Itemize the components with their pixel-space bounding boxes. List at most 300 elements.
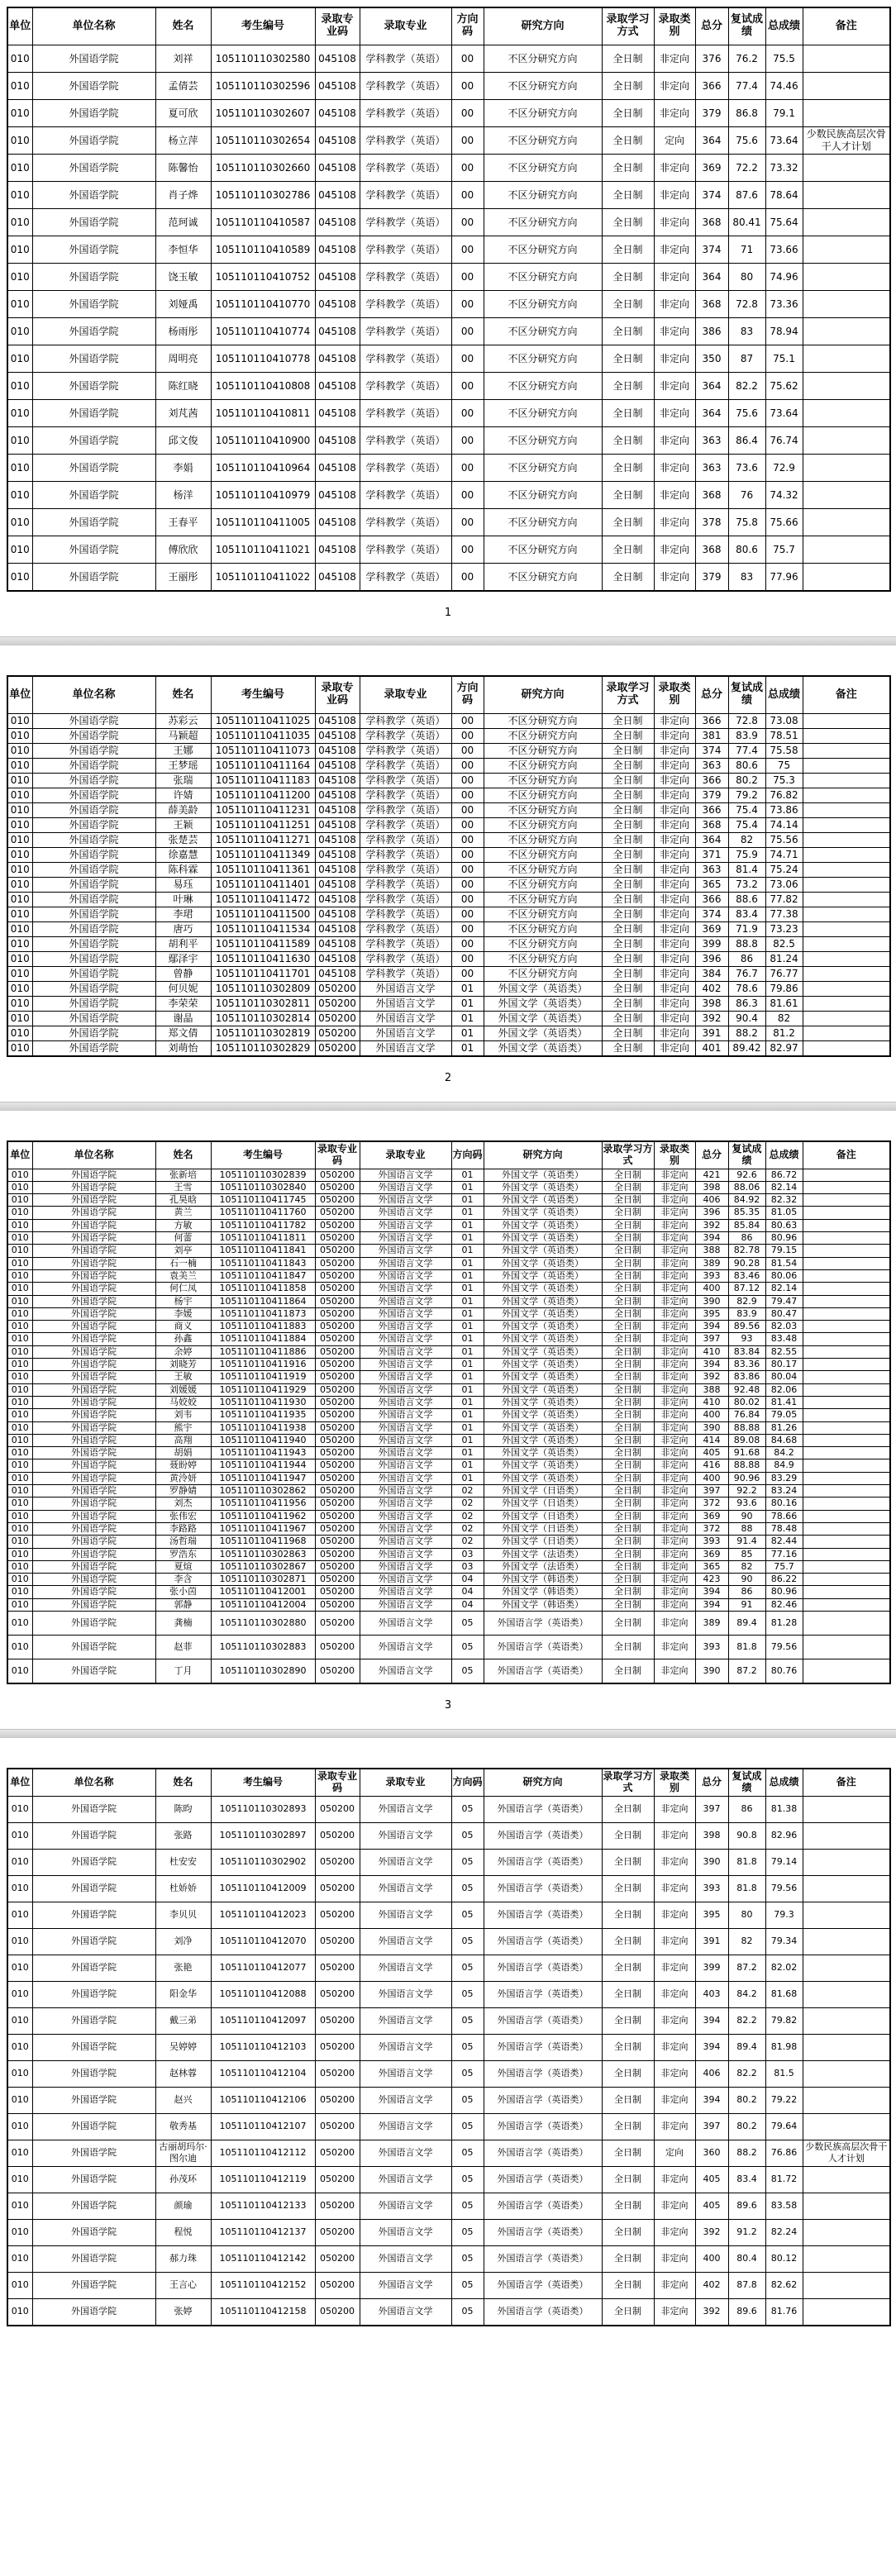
table-cell: 外国语学院 (32, 564, 155, 592)
table-cell: 外国语学院 (32, 1383, 155, 1396)
table-cell: 非定向 (654, 482, 695, 509)
column-header: 复试成绩 (728, 7, 765, 45)
table-cell: 87 (728, 345, 765, 373)
table-cell: 全日制 (602, 1485, 654, 1498)
table-cell: 105110110411930 (211, 1396, 315, 1408)
table-cell: 外国语学院 (32, 291, 155, 318)
table-cell: 010 (7, 1472, 32, 1484)
table-cell: 外国语学院 (32, 1371, 155, 1383)
table-cell: 00 (451, 744, 484, 759)
table-cell: 外国语学院 (32, 1257, 155, 1269)
table-cell: 75.62 (765, 373, 803, 400)
table-cell: 张路 (155, 1822, 211, 1849)
table-cell (803, 564, 890, 592)
table-cell: 010 (7, 1012, 32, 1026)
table-cell: 83 (728, 564, 765, 592)
table-cell: 010 (7, 182, 32, 209)
table-cell: 79.3 (765, 1902, 803, 1928)
table-cell: 010 (7, 2219, 32, 2245)
table-cell: 全日制 (602, 1822, 654, 1849)
table-cell: 学科教学（英语） (360, 264, 451, 291)
table-cell: 外国语学院 (32, 952, 155, 967)
table-cell: 外国语学院 (32, 1447, 155, 1459)
table-cell: 79.34 (765, 1928, 803, 1955)
column-header: 总成绩 (765, 7, 803, 45)
table-cell: 105110110411271 (211, 833, 315, 848)
table-cell: 105110110411967 (211, 1522, 315, 1535)
table-cell (803, 1257, 890, 1269)
table-cell: 010 (7, 1447, 32, 1459)
table-cell: 外国语学院 (32, 1345, 155, 1358)
table-cell: 胡利平 (155, 937, 211, 952)
table-cell: 050200 (315, 1796, 360, 1822)
table-cell (803, 1333, 890, 1345)
table-cell: 89.56 (728, 1321, 765, 1333)
table-cell: 叶琳 (155, 893, 211, 907)
table-cell: 050200 (315, 1041, 360, 1057)
table-cell: 非定向 (654, 833, 695, 848)
table-cell: 外国语学院 (32, 1485, 155, 1498)
table-cell: 全日制 (602, 2140, 654, 2166)
table-cell: 80.2 (728, 2113, 765, 2140)
table-cell: 045108 (315, 209, 360, 236)
table-cell: 050200 (315, 1928, 360, 1955)
table-cell (803, 1421, 890, 1434)
table-cell: 郑文倩 (155, 1026, 211, 1041)
table-cell: 397 (695, 1796, 728, 1822)
table-cell (803, 45, 890, 73)
table-cell: 050200 (315, 1333, 360, 1345)
table-cell: 非定向 (654, 1207, 695, 1219)
table-cell: 陈科霖 (155, 863, 211, 878)
table-row (7, 967, 890, 982)
table-cell: 414 (695, 1434, 728, 1446)
table-cell: 非定向 (654, 1169, 695, 1181)
table-cell: 01 (451, 1041, 484, 1057)
table-cell: 045108 (315, 922, 360, 937)
table-cell: 全日制 (602, 1586, 654, 1598)
table-cell: 81.76 (765, 2298, 803, 2326)
table-row (7, 1459, 890, 1472)
table-cell: 全日制 (602, 893, 654, 907)
table-cell: 全日制 (602, 1548, 654, 1560)
table-cell: 75.8 (728, 509, 765, 536)
table-cell: 外国语学院 (32, 893, 155, 907)
table-cell: 105110110411956 (211, 1498, 315, 1510)
table-cell: 非定向 (654, 1796, 695, 1822)
table-cell: 外国语言学（英语类） (484, 2087, 602, 2113)
table-cell: 010 (7, 893, 32, 907)
table-cell: 00 (451, 427, 484, 455)
table-cell: 非定向 (654, 937, 695, 952)
table-cell: 非定向 (654, 774, 695, 788)
table-cell: 非定向 (654, 1026, 695, 1041)
table-cell: 050200 (315, 1635, 360, 1659)
table-cell: 外国语言文学 (360, 2113, 451, 2140)
table-cell: 010 (7, 564, 32, 592)
table-cell: 00 (451, 536, 484, 564)
table-cell: 79.64 (765, 2113, 803, 2140)
table-cell: 非定向 (654, 1849, 695, 1875)
table-cell: 不区分研究方向 (484, 803, 602, 818)
table-cell: 01 (451, 1447, 484, 1459)
table-cell: 02 (451, 1522, 484, 1535)
table-row (7, 922, 890, 937)
table-cell: 105110110302809 (211, 982, 315, 997)
table-cell: 外国语言文学 (360, 1245, 451, 1257)
table-cell (803, 759, 890, 774)
table-cell: 外国语学院 (32, 127, 155, 155)
table-cell (803, 2113, 890, 2140)
table-cell: 82.14 (765, 1283, 803, 1295)
table-cell: 00 (451, 788, 484, 803)
table-cell: 105110110410770 (211, 291, 315, 318)
table-cell: 050200 (315, 1955, 360, 1981)
table-cell: 不区分研究方向 (484, 209, 602, 236)
table-cell: 非定向 (654, 1928, 695, 1955)
table-cell: 105110110412106 (211, 2087, 315, 2113)
table-cell: 87.6 (728, 182, 765, 209)
table-cell: 388 (695, 1245, 728, 1257)
column-header: 总成绩 (765, 676, 803, 714)
column-header: 复试成绩 (728, 1141, 765, 1169)
table-cell: 105110110302890 (211, 1659, 315, 1683)
table-cell: 010 (7, 1026, 32, 1041)
table-cell: 李媛 (155, 1307, 211, 1320)
table-cell: 79.82 (765, 2007, 803, 2034)
table-row (7, 2113, 890, 2140)
table-cell: 79.56 (765, 1875, 803, 1902)
table-cell: 外国文学（英语类） (484, 1307, 602, 1320)
table-cell: 78.6 (728, 982, 765, 997)
table-cell: 91.2 (728, 2219, 765, 2245)
column-header: 研究方向 (484, 676, 602, 714)
table-cell: 105110110412158 (211, 2298, 315, 2326)
table-cell: 不区分研究方向 (484, 967, 602, 982)
table-cell: 81.61 (765, 997, 803, 1012)
table-cell: 学科教学（英语） (360, 878, 451, 893)
table-cell: 外国语言学（英语类） (484, 2060, 602, 2087)
table-row (7, 982, 890, 997)
table-cell: 105110110302862 (211, 1485, 315, 1498)
column-header: 考生编号 (211, 676, 315, 714)
table-cell: 外国语言文学 (360, 1796, 451, 1822)
table-cell: 406 (695, 2060, 728, 2087)
table-cell: 外国语言文学 (360, 1321, 451, 1333)
table-cell: 92.6 (728, 1169, 765, 1181)
table-cell: 外国语言学（英语类） (484, 1902, 602, 1928)
table-cell: 75.9 (728, 848, 765, 863)
table-cell: 75.6 (728, 400, 765, 427)
table-cell: 外国语言文学 (360, 1012, 451, 1026)
table-cell: 曾静 (155, 967, 211, 982)
table-cell: 050200 (315, 1321, 360, 1333)
table-cell: 01 (451, 1012, 484, 1026)
table-cell: 非定向 (654, 100, 695, 127)
table-cell: 非定向 (654, 236, 695, 264)
table-cell: 不区分研究方向 (484, 100, 602, 127)
table-cell (803, 2007, 890, 2034)
table-cell: 外国文学（英语类） (484, 1434, 602, 1446)
table-cell: 010 (7, 2245, 32, 2272)
table-cell: 010 (7, 236, 32, 264)
table-cell: 李贝贝 (155, 1902, 211, 1928)
table-cell: 045108 (315, 45, 360, 73)
table-cell: 非定向 (654, 536, 695, 564)
table-cell: 学科教学（英语） (360, 182, 451, 209)
table-cell: 105110110411251 (211, 818, 315, 833)
table-cell: 外国语学院 (32, 2219, 155, 2245)
table-cell (803, 1194, 890, 1207)
table-row (7, 509, 890, 536)
table-cell: 050200 (315, 1371, 360, 1383)
table-cell: 外国语学院 (32, 1955, 155, 1981)
table-row (7, 1026, 890, 1041)
table-cell: 外国语言学（英语类） (484, 2298, 602, 2326)
table-cell: 非定向 (654, 1434, 695, 1446)
table-cell: 全日制 (602, 2272, 654, 2298)
table-cell: 外国语言文学 (360, 1459, 451, 1472)
table-cell: 外国语学院 (32, 2034, 155, 2060)
table-row (7, 1510, 890, 1522)
table-cell (803, 482, 890, 509)
table-cell: 00 (451, 759, 484, 774)
table-cell: 010 (7, 848, 32, 863)
table-cell: 外国语学院 (32, 2007, 155, 2034)
table-cell: 421 (695, 1169, 728, 1181)
column-header: 方向码 (451, 1769, 484, 1796)
table-cell: 外国语学院 (32, 373, 155, 400)
table-cell: 400 (695, 1472, 728, 1484)
table-cell: 84.2 (728, 1981, 765, 2007)
table-cell: 周明亮 (155, 345, 211, 373)
table-cell: 010 (7, 952, 32, 967)
table-cell: 105110110302819 (211, 1026, 315, 1041)
table-cell: 外国语学院 (32, 1981, 155, 2007)
table-cell: 非定向 (654, 1459, 695, 1472)
table-cell: 全日制 (602, 803, 654, 818)
table-cell: 全日制 (602, 345, 654, 373)
table-cell: 全日制 (602, 2060, 654, 2087)
table-cell: 学科教学（英语） (360, 788, 451, 803)
table-cell: 010 (7, 1345, 32, 1358)
table-cell: 全日制 (602, 509, 654, 536)
table-cell: 非定向 (654, 1321, 695, 1333)
table-cell: 010 (7, 264, 32, 291)
table-row (7, 2140, 890, 2166)
table-cell: 全日制 (602, 1928, 654, 1955)
table-cell: 010 (7, 997, 32, 1012)
table-cell: 81.05 (765, 1207, 803, 1219)
table-cell: 非定向 (654, 878, 695, 893)
table-cell: 77.16 (765, 1548, 803, 1560)
table-cell: 外国文学（英语类） (484, 1345, 602, 1358)
table-cell: 400 (695, 2245, 728, 2272)
table-cell: 05 (451, 1659, 484, 1683)
table-cell (803, 1472, 890, 1484)
table-cell: 外国语学院 (32, 1635, 155, 1659)
table-cell: 外国语学院 (32, 2166, 155, 2193)
table-cell (803, 1548, 890, 1560)
table-cell: 050200 (315, 1345, 360, 1358)
table-cell: 050200 (315, 2087, 360, 2113)
table-cell: 外国文学（韩语类） (484, 1574, 602, 1586)
table-cell: 105110110411760 (211, 1207, 315, 1219)
table-cell: 010 (7, 127, 32, 155)
table-cell: 古丽胡玛尔·图尔迪 (155, 2140, 211, 2166)
table-cell: 非定向 (654, 848, 695, 863)
table-cell: 非定向 (654, 1396, 695, 1408)
table-cell: 394 (695, 1359, 728, 1371)
column-header: 研究方向 (484, 7, 602, 45)
table-cell (803, 1434, 890, 1446)
table-cell: 364 (695, 400, 728, 427)
table-cell: 外国语学院 (32, 2298, 155, 2326)
table-cell: 外国语学院 (32, 1333, 155, 1345)
table-cell: 76.77 (765, 967, 803, 982)
table-cell: 李珺 (155, 907, 211, 922)
table-cell: 83.4 (728, 2166, 765, 2193)
column-header: 考生编号 (211, 1769, 315, 1796)
table-cell: 苏彩云 (155, 714, 211, 729)
table-cell (803, 2219, 890, 2245)
table-cell: 80.6 (728, 759, 765, 774)
table-cell: 非定向 (654, 2166, 695, 2193)
table-cell: 外国语学院 (32, 937, 155, 952)
table-cell: 391 (695, 1928, 728, 1955)
table-cell: 全日制 (602, 1181, 654, 1193)
table-cell: 外国语言文学 (360, 1181, 451, 1193)
table-cell: 77.4 (728, 744, 765, 759)
table-cell: 75.56 (765, 833, 803, 848)
table-cell: 非定向 (654, 1345, 695, 1358)
table-cell: 00 (451, 848, 484, 863)
table-row (7, 45, 890, 73)
table-cell: 90 (728, 1510, 765, 1522)
table-cell: 72.8 (728, 291, 765, 318)
table-row (7, 1245, 890, 1257)
column-header: 录取学习方式 (602, 676, 654, 714)
table-cell: 徐嘉慧 (155, 848, 211, 863)
table-cell: 050200 (315, 2298, 360, 2326)
table-cell: 孟倩芸 (155, 73, 211, 100)
table-cell: 学科教学（英语） (360, 714, 451, 729)
column-header: 备注 (803, 7, 890, 45)
table-cell: 05 (451, 2140, 484, 2166)
table-cell: 学科教学（英语） (360, 907, 451, 922)
table-cell: 010 (7, 1396, 32, 1408)
table-cell: 398 (695, 1822, 728, 1849)
table-cell: 80.76 (765, 1659, 803, 1683)
table-row (7, 774, 890, 788)
table-cell (803, 318, 890, 345)
table-cell: 397 (695, 2113, 728, 2140)
table-cell: 非定向 (654, 455, 695, 482)
table-cell: 全日制 (602, 1359, 654, 1371)
column-header: 方向码 (451, 7, 484, 45)
table-cell: 外国语学院 (32, 1611, 155, 1635)
table-cell: 05 (451, 1822, 484, 1849)
table-cell: 非定向 (654, 1232, 695, 1245)
table-cell: 86 (728, 952, 765, 967)
table-cell: 376 (695, 45, 728, 73)
table-cell: 82 (765, 1012, 803, 1026)
table-cell: 399 (695, 1955, 728, 1981)
table-cell: 045108 (315, 400, 360, 427)
table-cell: 全日制 (602, 714, 654, 729)
table-cell: 袁美兰 (155, 1269, 211, 1282)
table-cell: 外国语言文学 (360, 1383, 451, 1396)
table-cell: 00 (451, 803, 484, 818)
table-cell: 杜安安 (155, 1849, 211, 1875)
table-cell: 非定向 (654, 1560, 695, 1573)
table-cell: 379 (695, 564, 728, 592)
table-cell: 010 (7, 982, 32, 997)
table-cell: 86.8 (728, 100, 765, 127)
table-cell: 非定向 (654, 997, 695, 1012)
table-cell: 全日制 (602, 1611, 654, 1635)
table-cell: 83.4 (728, 907, 765, 922)
table-cell: 外国语学院 (32, 155, 155, 182)
table-cell: 105110110411231 (211, 803, 315, 818)
table-cell (803, 509, 890, 536)
table-cell: 366 (695, 73, 728, 100)
table-cell: 张楚芸 (155, 833, 211, 848)
table-cell: 全日制 (602, 1012, 654, 1026)
table-row (7, 1383, 890, 1396)
table-cell: 105110110411349 (211, 848, 315, 863)
column-header: 单位名称 (32, 7, 155, 45)
table-cell: 393 (695, 1635, 728, 1659)
table-cell: 86.22 (765, 1574, 803, 1586)
table-cell: 105110110302814 (211, 1012, 315, 1026)
table-cell: 73.32 (765, 155, 803, 182)
table-cell: 79.14 (765, 1849, 803, 1875)
table-cell: 050200 (315, 1981, 360, 2007)
table-cell: 390 (695, 1659, 728, 1683)
column-header: 录取专业 (360, 7, 451, 45)
table-cell (803, 373, 890, 400)
table-cell: 夏煊 (155, 1560, 211, 1573)
table-cell: 050200 (315, 2272, 360, 2298)
table-row (7, 907, 890, 922)
table-cell: 外国语学院 (32, 1396, 155, 1408)
table-cell: 外国语学院 (32, 1295, 155, 1307)
table-cell: 外国语言学（英语类） (484, 2219, 602, 2245)
table-cell: 非定向 (654, 2007, 695, 2034)
table-cell: 87.12 (728, 1283, 765, 1295)
column-header: 总成绩 (765, 1769, 803, 1796)
table-cell: 050200 (315, 997, 360, 1012)
table-row (7, 1371, 890, 1383)
table-cell: 80.6 (728, 536, 765, 564)
table-cell: 105110110302580 (211, 45, 315, 73)
table-cell: 外国语学院 (32, 182, 155, 209)
table-cell: 高翔 (155, 1434, 211, 1446)
table-cell: 050200 (315, 1822, 360, 1849)
table-cell (803, 744, 890, 759)
table-cell: 外国语学院 (32, 2113, 155, 2140)
table-cell: 105110110410979 (211, 482, 315, 509)
table-cell: 04 (451, 1574, 484, 1586)
table-cell: 外国文学（英语类） (484, 1447, 602, 1459)
table-row (7, 1283, 890, 1295)
table-cell: 04 (451, 1598, 484, 1611)
table-cell: 82.78 (728, 1245, 765, 1257)
table-cell (803, 1875, 890, 1902)
table-cell: 00 (451, 345, 484, 373)
table-cell: 010 (7, 1822, 32, 1849)
